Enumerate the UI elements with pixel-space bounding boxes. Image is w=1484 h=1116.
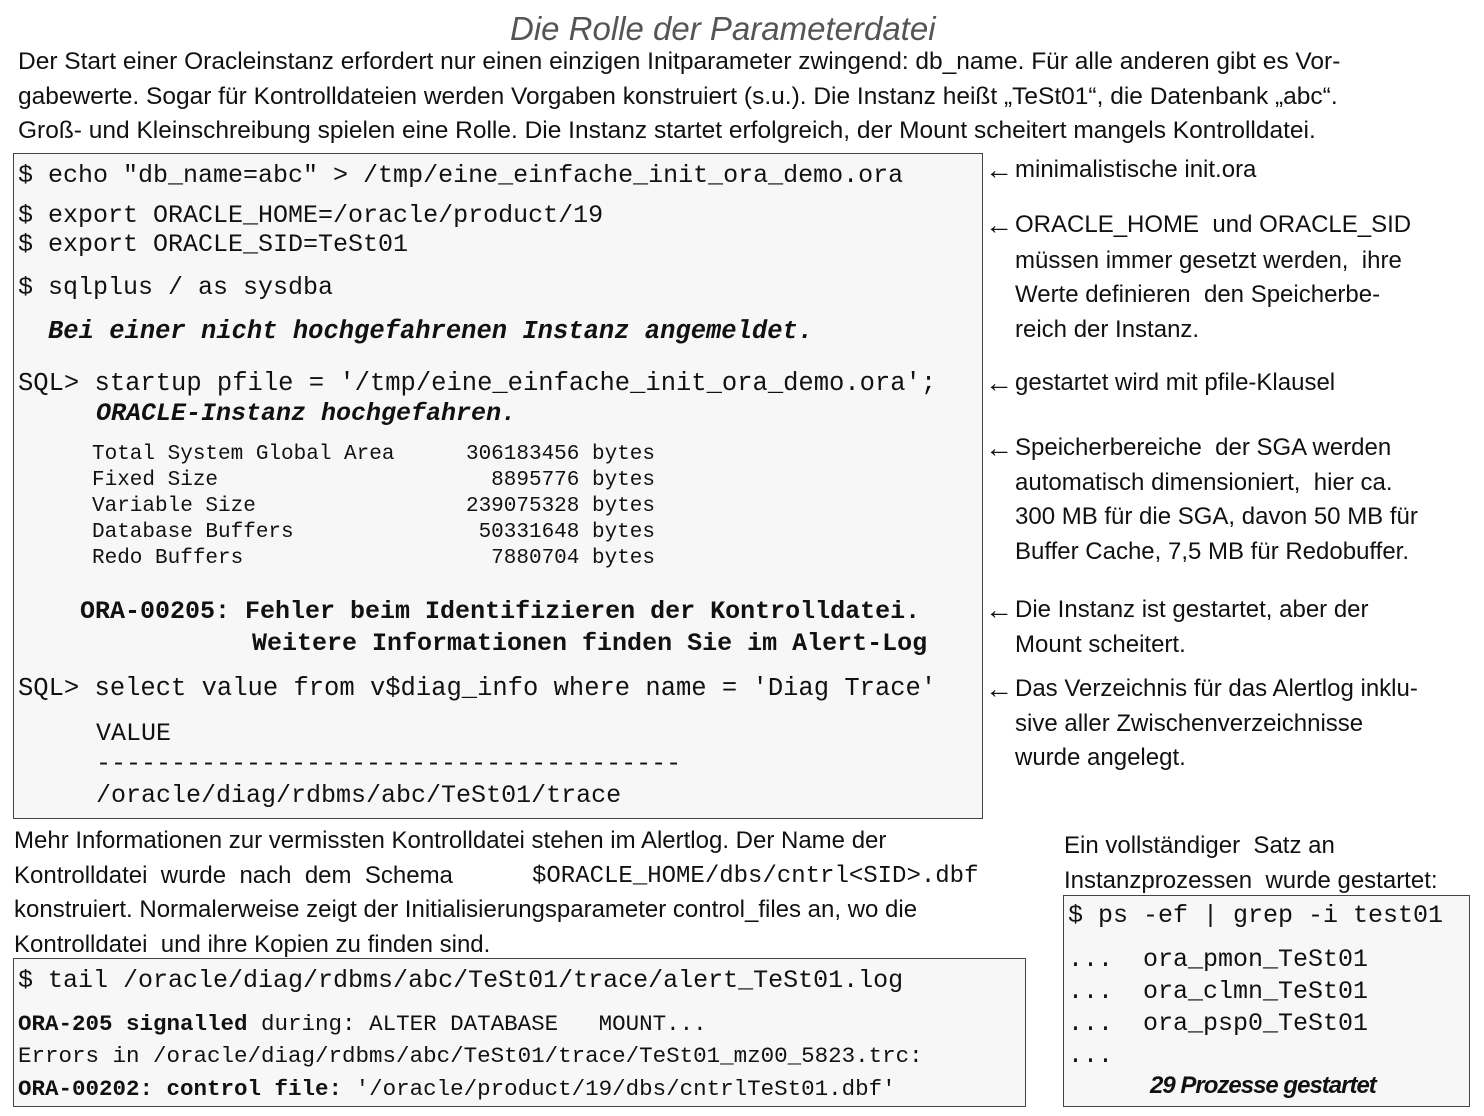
note: minimalistische init.ora (1015, 156, 1257, 183)
code-line: $ export ORACLE_SID=TeSt01 (18, 230, 409, 259)
sga-value: 7880704 bytes (491, 547, 655, 570)
arrow-left-icon: ← (985, 154, 1013, 185)
note: gestartet wird mit pfile-Klausel (1015, 369, 1336, 396)
note: reich der Instanz. (1015, 316, 1200, 343)
body-text: Kontrolldatei und ihre Kopien zu finden sind. (14, 931, 491, 958)
sga-name: Variable Size (92, 495, 256, 518)
error-line: Weitere Informationen finden Sie im Alert-Log (252, 629, 928, 658)
sga-name: Total System Global Area (92, 443, 395, 466)
code-line: $ export ORACLE_HOME=/oracle/product/19 (18, 201, 604, 230)
note: ORACLE_HOME und ORACLE_SID (1015, 211, 1412, 238)
arrow-left-icon: ← (985, 594, 1013, 625)
note: Buffer Cache, 7,5 MB für Redobuffer. (1015, 538, 1410, 565)
code-line: --------------------------------------- (96, 749, 682, 778)
sga-name: Fixed Size (92, 469, 219, 492)
body-text: Instanzprozessen wurde gestartet: (1064, 867, 1438, 894)
body-text: Mehr Informationen zur vermissten Kontrolldatei stehen im Alertlog. Der Name der (14, 827, 887, 854)
process-line: ... (1068, 1041, 1114, 1070)
note: Mount scheitert. (1015, 631, 1186, 658)
error-line: ORA-00205: Fehler beim Identifizieren der Kontrolldatei. (80, 597, 921, 626)
sga-name: Redo Buffers (92, 547, 244, 570)
code-bold: ORA-00202: control file: (18, 1076, 343, 1102)
code-line: ORACLE-Instanz hochgefahren. (96, 399, 517, 428)
intro-line: Groß- und Kleinschreibung spielen eine Rolle. Die Instanz startet erfolgreich, der Mount scheitert mangels Kontrolldatei. (18, 117, 1316, 144)
body-text: konstruiert. Normalerweise zeigt der Initialisierungsparameter control_files an, wo die (14, 896, 918, 923)
code-line: Errors in /oracle/diag/rdbms/abc/TeSt01/trace/TeSt01_mz00_5823.trc: (18, 1043, 923, 1069)
process-line: ... ora_psp0_TeSt01 (1068, 1009, 1369, 1038)
note: 300 MB für die SGA, davon 50 MB für (1015, 503, 1418, 530)
code-line: SQL> startup pfile = '/tmp/eine_einfache_init_ora_demo.ora'; (18, 369, 937, 398)
code-line: $ tail /oracle/diag/rdbms/abc/TeSt01/trace/alert_TeSt01.log (18, 966, 904, 995)
code-line: /oracle/diag/rdbms/abc/TeSt01/trace (96, 781, 622, 810)
code-line: $ echo "db_name=abc" > /tmp/eine_einfache_init_ora_demo.ora (18, 161, 904, 190)
body-text: Kontrolldatei wurde nach dem Schema (14, 862, 453, 889)
sga-value: 306183456 bytes (465, 443, 655, 466)
code-line: SQL> select value from v$diag_info where name = 'Diag Trace' (18, 674, 937, 703)
intro-line: Der Start einer Oracleinstanz erfordert nur einen einzigen Initparameter zwingend: db_name. Für alle anderen gibt es Vor- (18, 48, 1341, 75)
sga-name: Database Buffers (92, 521, 294, 544)
arrow-left-icon: ← (985, 367, 1013, 398)
schema-code: $ORACLE_HOME/dbs/cntrl<SID>.dbf (532, 863, 979, 890)
summary-text: 29 Prozesse gestartet (1150, 1072, 1376, 1099)
note: automatisch dimensioniert, hier ca. (1015, 469, 1393, 496)
process-line: ... ora_clmn_TeSt01 (1068, 977, 1369, 1006)
note: wurde angelegt. (1015, 744, 1186, 771)
note: Die Instanz ist gestartet, aber der (1015, 596, 1369, 623)
note: sive aller Zwischenverzeichnisse (1015, 710, 1364, 737)
body-text: Ein vollständiger Satz an (1064, 832, 1335, 859)
process-line: ... ora_pmon_TeSt01 (1068, 945, 1369, 974)
code-line: during: ALTER DATABASE MOUNT... (247, 1011, 707, 1037)
note: Werte definieren den Speicherbe- (1015, 281, 1381, 308)
code-line: $ ps -ef | grep -i test01 (1068, 901, 1444, 930)
arrow-left-icon: ← (985, 209, 1013, 240)
note: Das Verzeichnis für das Alertlog inklu- (1015, 675, 1418, 702)
arrow-left-icon: ← (985, 432, 1013, 463)
note: Speicherbereiche der SGA werden (1015, 434, 1392, 461)
code-line: Bei einer nicht hochgefahrenen Instanz angemeldet. (48, 317, 814, 346)
page-title: Die Rolle der Parameterdatei (510, 10, 936, 47)
sga-value: 50331648 bytes (478, 521, 655, 544)
intro-line: gabewerte. Sogar für Kontrolldateien werden Vorgaben konstruiert (s.u.). Die Instanz heißt „TeSt01“, die Datenbank „abc“. (18, 83, 1338, 110)
code-bold: ORA-205 signalled (18, 1011, 248, 1037)
sga-value: 239075328 bytes (465, 495, 655, 518)
note: müssen immer gesetzt werden, ihre (1015, 247, 1402, 274)
code-line: '/oracle/product/19/dbs/cntrlTeSt01.dbf' (342, 1076, 896, 1102)
code-line: $ sqlplus / as sysdba (18, 273, 334, 302)
sga-value: 8895776 bytes (491, 469, 655, 492)
code-line: VALUE (96, 719, 172, 748)
arrow-left-icon: ← (985, 673, 1013, 704)
